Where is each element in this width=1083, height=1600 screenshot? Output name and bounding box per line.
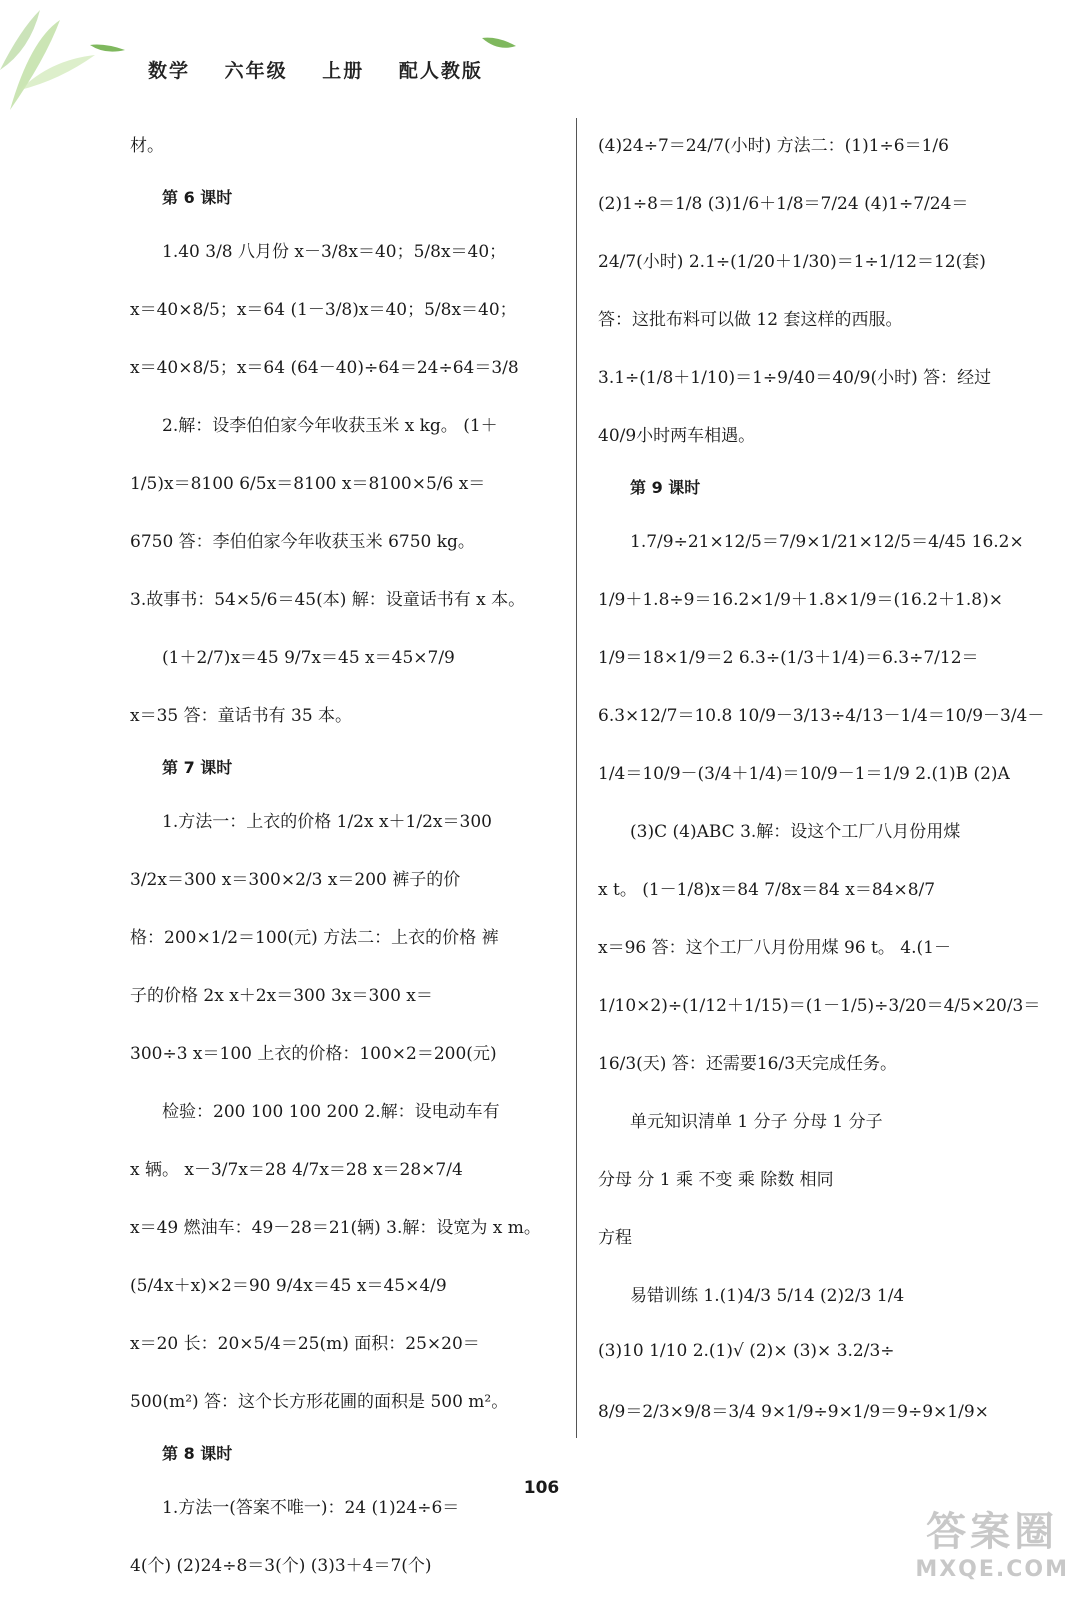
- answer-line: (3)C (4)ABC 3.解：设这个工厂八月份用煤: [630, 821, 961, 842]
- watermark: [915, 1500, 1069, 1582]
- answer-line: 1/5)x＝8100 6/5x＝8100 x＝8100×5/6 x＝: [130, 473, 486, 494]
- answer-line: 6750 答：李伯伯家今年收获玉米 6750 kg。: [130, 531, 475, 552]
- right-column: [598, 114, 1045, 1438]
- answer-line: x 辆。 x－3/7x＝28 4/7x＝28 x＝28×7/4: [130, 1159, 463, 1180]
- page-number: 106: [523, 1478, 560, 1498]
- answer-line: 1/4＝10/9－(3/4＋1/4)＝10/9－1＝1/9 2.(1)B (2)A: [598, 763, 1010, 784]
- answer-line: 3.1÷(1/8＋1/10)＝1÷9/40＝40/9(小时) 答：经过: [598, 367, 992, 388]
- answer-line: 易错训练 1.(1)4/3 5/14 (2)2/3 1/4: [630, 1285, 905, 1306]
- answer-line: 3.故事书：54×5/6＝45(本) 解：设童话书有 x 本。: [130, 589, 526, 610]
- answer-line: 答：这批布料可以做 12 套这样的西服。: [598, 309, 903, 330]
- answer-line: 方程: [598, 1227, 632, 1248]
- answer-line: 1/9＋1.8÷9＝16.2×1/9＋1.8×1/9＝(16.2＋1.8)×: [598, 589, 1003, 610]
- answer-line: 1/9＝18×1/9＝2 6.3÷(1/3＋1/4)＝6.3÷7/12＝: [598, 647, 979, 668]
- answer-line: 500(m²) 答：这个长方形花圃的面积是 500 m²。: [130, 1391, 509, 1412]
- answer-line: 子的价格 2x x＋2x＝300 3x＝300 x＝: [130, 985, 433, 1006]
- answer-line: 1.方法一(答案不唯一)：24 (1)24÷6＝: [162, 1497, 460, 1518]
- section-heading: 第 6 课时: [162, 187, 233, 207]
- section-heading: 第 9 课时: [630, 477, 701, 497]
- answer-line: x＝35 答：童话书有 35 本。: [130, 705, 353, 726]
- column-divider: [576, 118, 577, 1438]
- header-volume: 上册: [322, 60, 365, 82]
- answer-line: 24/7(小时) 2.1÷(1/20＋1/30)＝1÷1/12＝12(套): [598, 251, 986, 272]
- answer-line: (2)1÷8＝1/8 (3)1/6＋1/8＝7/24 (4)1÷7/24＝: [598, 193, 969, 214]
- answer-line: 40/9小时两车相遇。: [598, 425, 756, 446]
- watermark-top: 答案圈: [926, 1509, 1059, 1555]
- answer-line: 1/10×2)÷(1/12＋1/15)＝(1－1/5)÷3/20＝4/5×20/3＝: [598, 995, 1041, 1016]
- answer-line: 2.解：设李伯伯家今年收获玉米 x kg。 (1＋: [162, 415, 498, 436]
- answer-line: 1.方法一：上衣的价格 1/2x x＋1/2x＝300: [162, 811, 492, 832]
- answer-line: 4(个) (2)24÷8＝3(个) (3)3＋4＝7(个): [130, 1555, 432, 1576]
- leaf-icon: [480, 34, 520, 54]
- page-header: [148, 56, 509, 83]
- header-subject: 数学: [148, 60, 191, 82]
- watermark-bottom: MXQE.COM: [915, 1557, 1069, 1582]
- answer-line: (3)10 1/10 2.(1)√ (2)× (3)× 3.2/3÷: [598, 1341, 895, 1361]
- answer-line: 分母 分 1 乘 不变 乘 除数 相同: [598, 1169, 834, 1190]
- answer-line: 300÷3 x＝100 上衣的价格：100×2＝200(元): [130, 1043, 497, 1064]
- answer-line: x t。 (1－1/8)x＝84 7/8x＝84 x＝84×8/7: [598, 879, 936, 900]
- header-edition: 配人教版: [398, 60, 483, 82]
- answer-line: x＝40×8/5；x＝64 (64－40)÷64＝24÷64＝3/8: [130, 357, 519, 378]
- section-heading: 第 8 课时: [162, 1443, 233, 1463]
- answer-line: 检验：200 100 100 200 2.解：设电动车有: [162, 1101, 500, 1122]
- header-grade: 六年级: [224, 60, 288, 82]
- answer-line: x＝49 燃油车：49－28＝21(辆) 3.解：设宽为 x m。: [130, 1217, 541, 1238]
- answer-line: 单元知识清单 1 分子 分母 1 分子: [630, 1111, 883, 1132]
- answer-line: (5/4x＋x)×2＝90 9/4x＝45 x＝45×4/9: [130, 1275, 447, 1296]
- answer-line: (1＋2/7)x＝45 9/7x＝45 x＝45×7/9: [162, 647, 455, 668]
- answer-line: 材。: [130, 135, 164, 156]
- answer-line: 1.40 3/8 八月份 x－3/8x＝40；5/8x＝40；: [162, 241, 507, 262]
- answer-line: x＝20 长：20×5/4＝25(m) 面积：25×20＝: [130, 1333, 480, 1354]
- answer-line: 6.3×12/7＝10.8 10/9－3/13÷4/13－1/4＝10/9－3/4－: [598, 705, 1045, 726]
- answer-line: x＝96 答：这个工厂八月份用煤 96 t。 4.(1－: [598, 937, 951, 958]
- left-column: [130, 114, 555, 1592]
- answer-line: 格：200×1/2＝100(元) 方法二：上衣的价格 裤: [130, 927, 499, 948]
- answer-line: (4)24÷7＝24/7(小时) 方法二：(1)1÷6＝1/6: [598, 135, 949, 156]
- answer-line: x＝40×8/5；x＝64 (1－3/8)x＝40；5/8x＝40；: [130, 299, 517, 320]
- answer-line: 1.7/9÷21×12/5＝7/9×1/21×12/5＝4/45 16.2×: [630, 531, 1024, 552]
- answer-line: 8/9＝2/3×9/8＝3/4 9×1/9÷9×1/9＝9÷9×1/9×: [598, 1401, 989, 1422]
- answer-line: 3/2x＝300 x＝300×2/3 x＝200 裤子的价: [130, 869, 461, 890]
- answer-line: 16/3(天) 答：还需要16/3天完成任务。: [598, 1053, 898, 1074]
- section-heading: 第 7 课时: [162, 757, 233, 777]
